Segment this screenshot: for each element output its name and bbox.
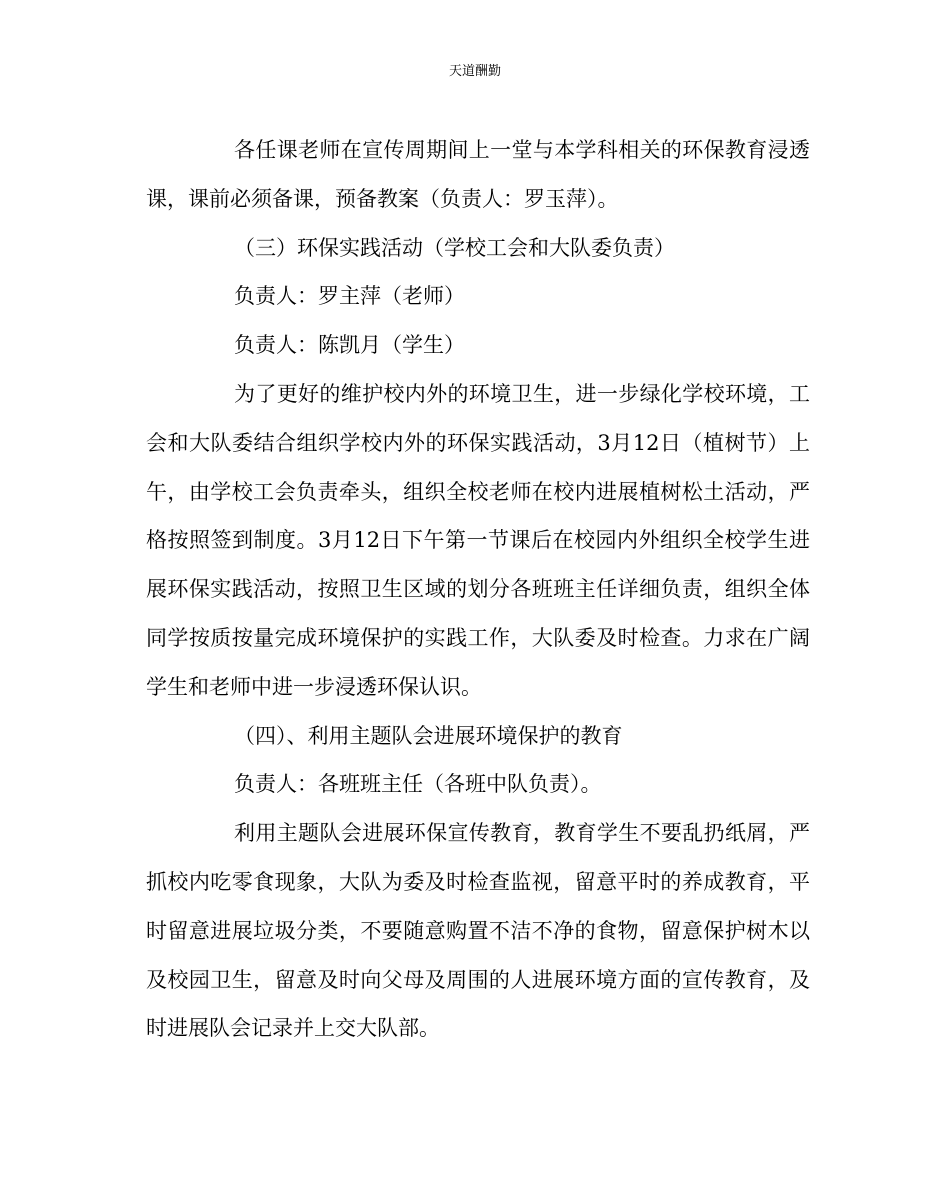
responsible-class-teachers: 负责人：各班班主任（各班中队负责）。	[234, 772, 602, 797]
section-heading-4: （四）、利用主题队会进展环境保护的教育	[234, 723, 623, 748]
section-heading-3: （三）环保实践活动（学校工会和大队委负责）	[234, 235, 675, 260]
paragraph-theme-meeting: 利用主题队会进展环保宣传教育，教育学生不要乱扔纸屑，严抓校内吃零食现象，大队为委及时检查监视，留意平时的养成教育，平时留意进展垃圾分类，不要随意购置不洁不净的食物，留意保护树木以及校园卫生，留意及时向父母及周围的人进展环境方面的宣传教育，及时进展队会记录并上交大队部。	[146, 821, 810, 1041]
page-header: 天道酬勤	[448, 64, 501, 79]
paragraph-teacher-lessons: 各任课老师在宣传周期间上一堂与本学科相关的环保教育浸透课，课前必须备课，预备教案（负责人：罗玉萍）。	[146, 138, 810, 211]
document-body	[146, 126, 810, 1053]
responsible-student: 负责人：陈凯月（学生）	[234, 333, 465, 358]
paragraph-practice-activity: 为了更好的维护校内外的环境卫生，进一步绿化学校环境，工会和大队委结合组织学校内外的环保实践活动，3月12日（植树节）上午，由学校工会负责牵头，组织全校老师在校内进展植树松土活动，严格按照签到制度。3月12日下午第一节课后在校园内外组织全校学生进展环保实践活动，按照卫生区域的划分各班班主任详细负责，组织全体同学按质按量完成环境保护的实践工作，大队委及时检查。力求在广阔学生和老师中进一步浸透环保认识。	[146, 381, 810, 699]
responsible-teacher: 负责人：罗主萍（老师）	[234, 284, 465, 309]
